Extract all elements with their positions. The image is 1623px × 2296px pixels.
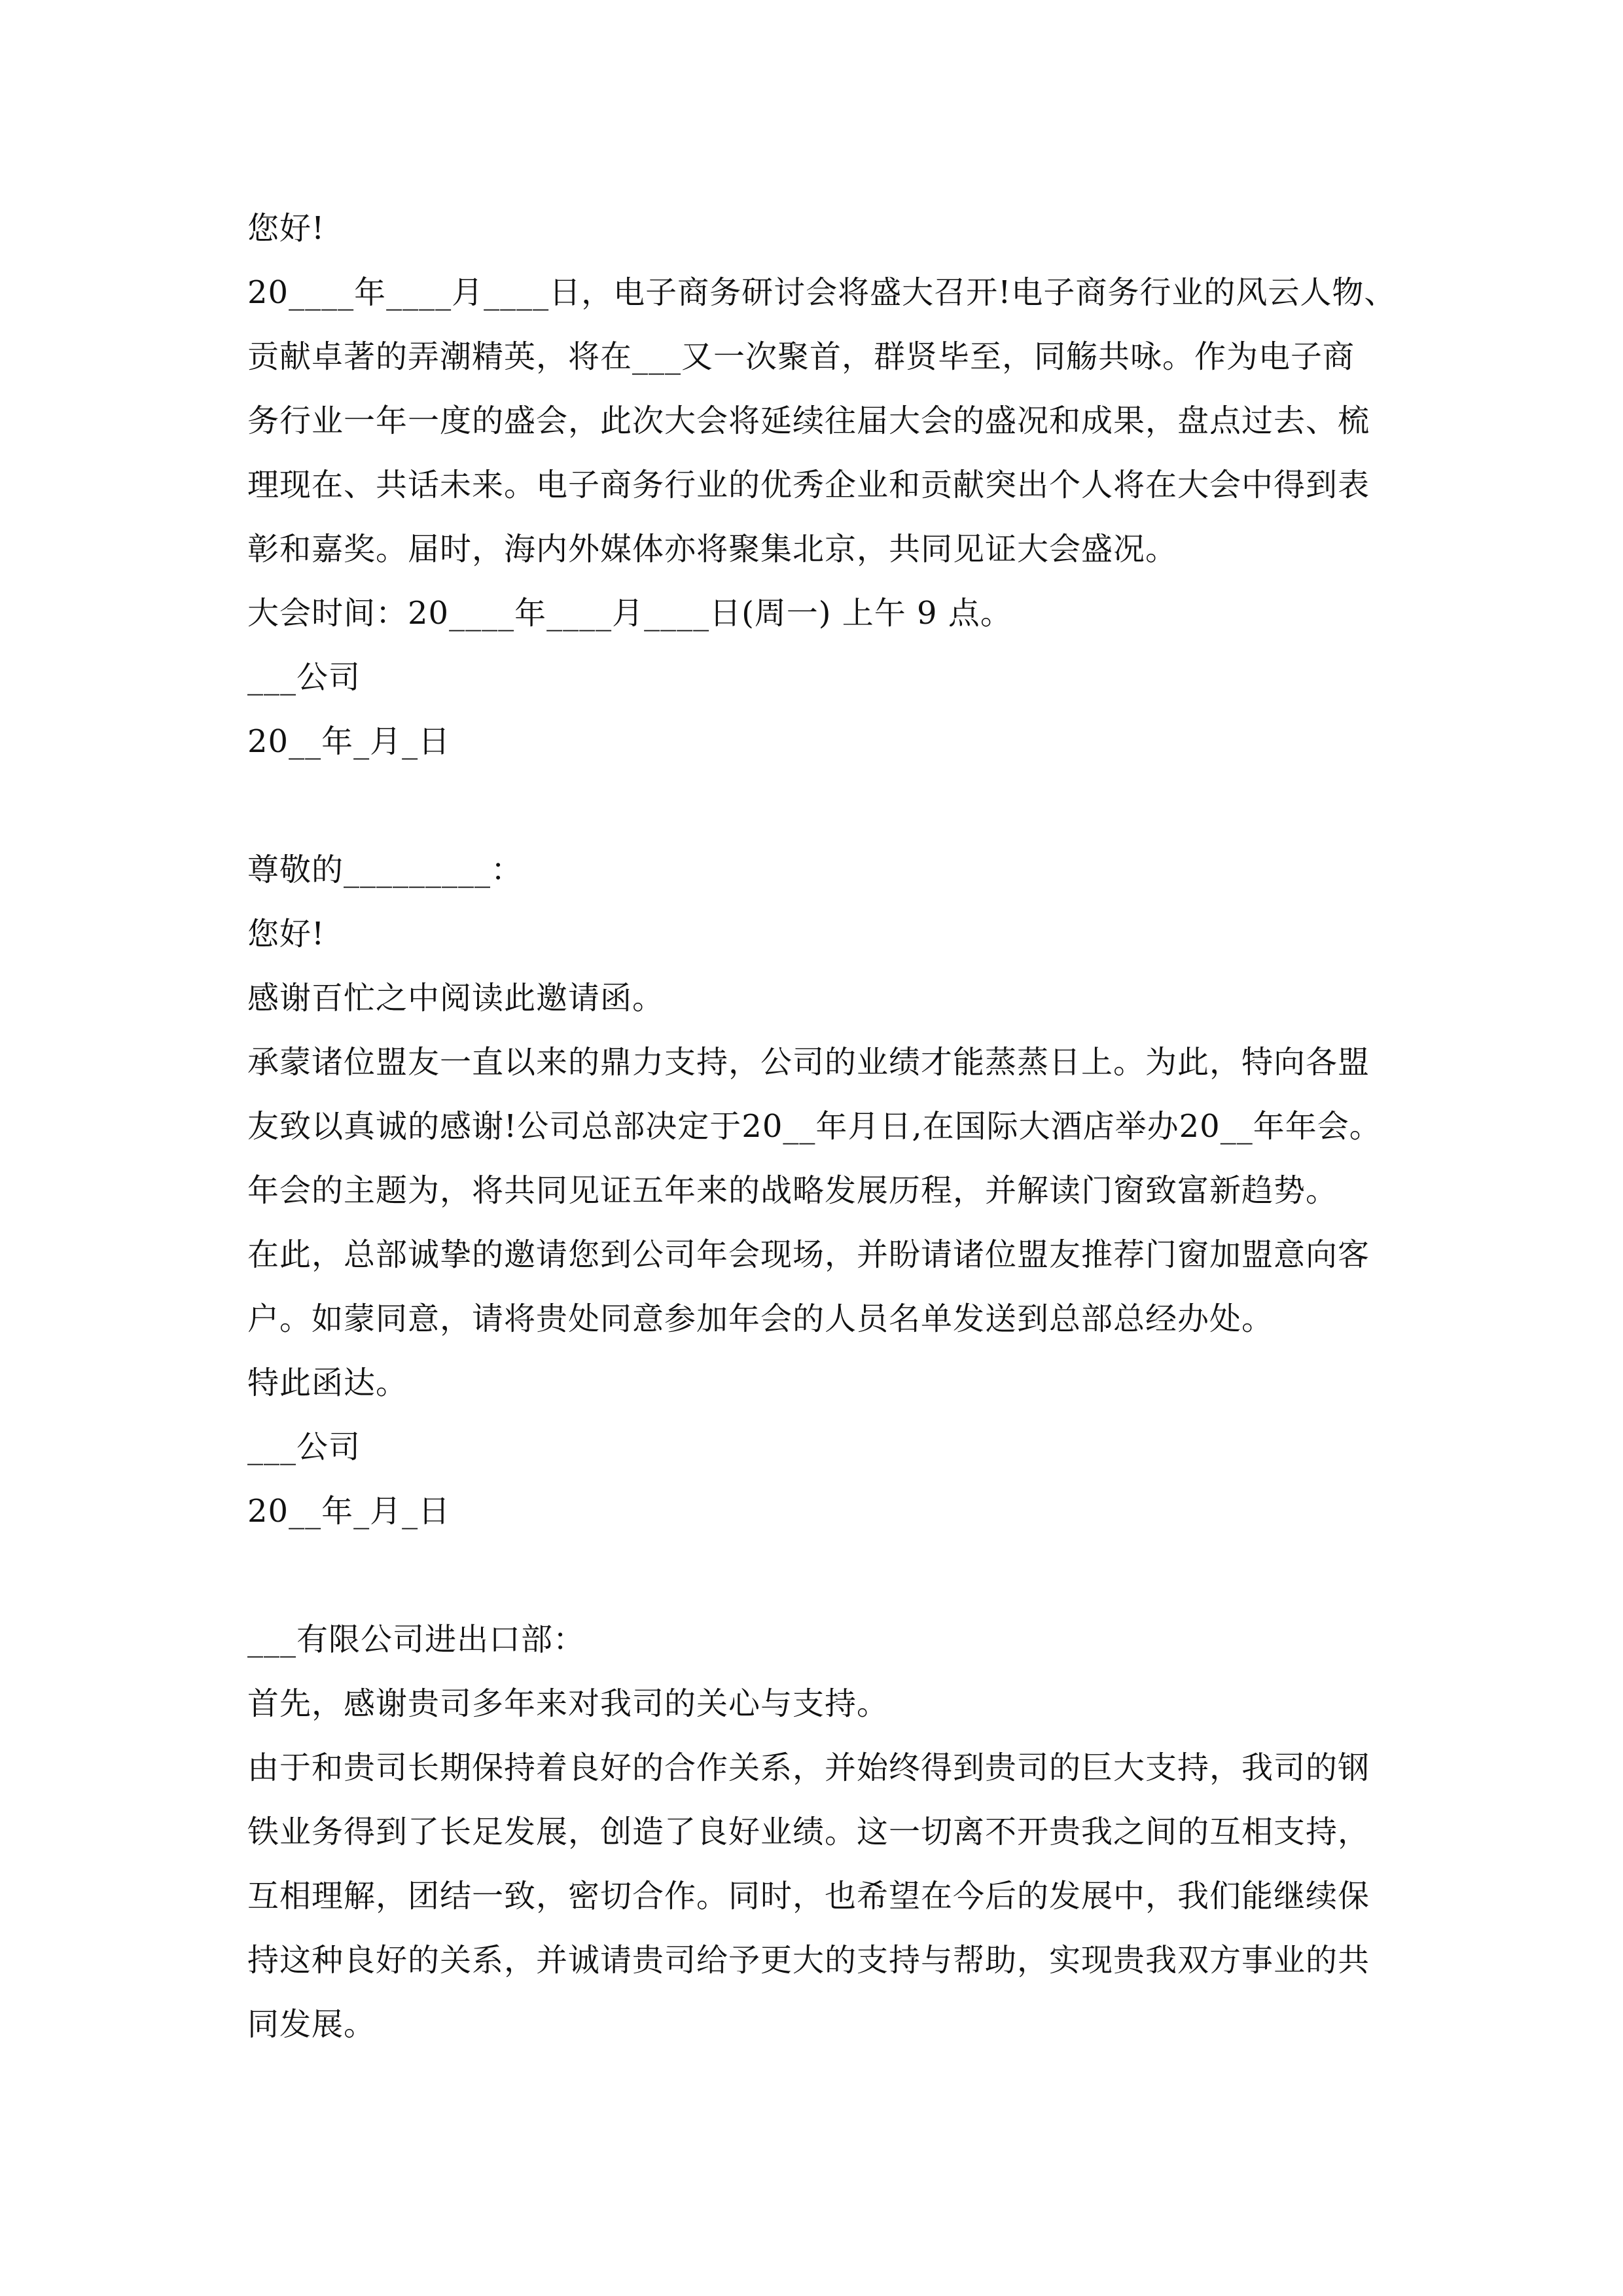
letter-2-body-line: 特此函达。 bbox=[247, 1365, 408, 1401]
letter-1-body-line: 彰和嘉奖。届时，海内外媒体亦将聚集北京，共同见证大会盛况。 bbox=[247, 531, 1178, 567]
letter-1-meeting-time: 大会时间：20____年____月____日(周一) 上午 9 点。 bbox=[247, 595, 1012, 632]
letter-3 bbox=[247, 1607, 1399, 2056]
letter-2-body-line: 承蒙诸位盟友一直以来的鼎力支持，公司的业绩才能蒸蒸日上。为此，特向各盟 bbox=[247, 1044, 1370, 1081]
letter-3-body-line: 持这种良好的关系，并诚请贵司给予更大的支持与帮助，实现贵我双方事业的共 bbox=[247, 1942, 1370, 1979]
letter-3-body-line: 铁业务得到了长足发展，创造了良好业绩。这一切离不开贵我之间的互相支持， bbox=[247, 1814, 1370, 1850]
letter-2-date: 20__年_月_日 bbox=[247, 1493, 451, 1530]
letter-2-body-line: 年会的主题为，将共同见证五年来的战略发展历程，并解读门窗致富新趋势。 bbox=[247, 1172, 1338, 1209]
letter-3-body-line: 同发展。 bbox=[247, 2006, 376, 2043]
letter-2-body-line: 在此，总部诚挚的邀请您到公司年会现场，并盼请诸位盟友推荐门窗加盟意向客 bbox=[247, 1236, 1370, 1273]
letter-1-signature: ___公司 bbox=[247, 659, 361, 696]
letter-2-salutation: 尊敬的_________： bbox=[247, 852, 524, 888]
letter-2-body-line: 户。如蒙同意，请将贵处同意参加年会的人员名单发送到总部总经办处。 bbox=[247, 1300, 1274, 1337]
letter-2-signature: ___公司 bbox=[247, 1429, 361, 1465]
section-spacer bbox=[247, 774, 1399, 838]
letter-3-body-line: 由于和贵司长期保持着良好的合作关系，并始终得到贵司的巨大支持，我司的钢 bbox=[247, 1749, 1370, 1786]
letter-1-body-line: 务行业一年一度的盛会，此次大会将延续往届大会的盛况和成果，盘点过去、梳 bbox=[247, 403, 1370, 439]
letter-3-salutation: ___有限公司进出口部： bbox=[247, 1621, 586, 1658]
letter-1-body-line: 贡献卓著的弄潮精英，将在___又一次聚首，群贤毕至，同觞共咏。作为电子商 bbox=[247, 338, 1355, 375]
letter-2 bbox=[247, 838, 1399, 1543]
letter-1-body-line: 理现在、共话未来。电子商务行业的优秀企业和贡献突出个人将在大会中得到表 bbox=[247, 467, 1370, 503]
letter-1-greeting: 您好! bbox=[247, 210, 325, 247]
document-page bbox=[247, 196, 1399, 2056]
section-spacer bbox=[247, 1543, 1399, 1607]
letter-3-body-line: 互相理解，团结一致，密切合作。同时，也希望在今后的发展中，我们能继续保 bbox=[247, 1878, 1370, 1914]
letter-2-greeting: 您好! bbox=[247, 916, 325, 952]
letter-2-body-line: 友致以真诚的感谢!公司总部决定于20__年月日,在国际大酒店举办20__年年会。 bbox=[247, 1108, 1382, 1145]
letter-1-date: 20__年_月_日 bbox=[247, 723, 451, 760]
letter-3-body-line: 首先，感谢贵司多年来对我司的关心与支持。 bbox=[247, 1685, 889, 1722]
letter-1 bbox=[247, 196, 1399, 774]
letter-1-body-line: 20____年____月____日，电子商务研讨会将盛大召开!电子商务行业的风云人物、 bbox=[247, 274, 1397, 311]
letter-2-body-line: 感谢百忙之中阅读此邀请函。 bbox=[247, 980, 665, 1016]
